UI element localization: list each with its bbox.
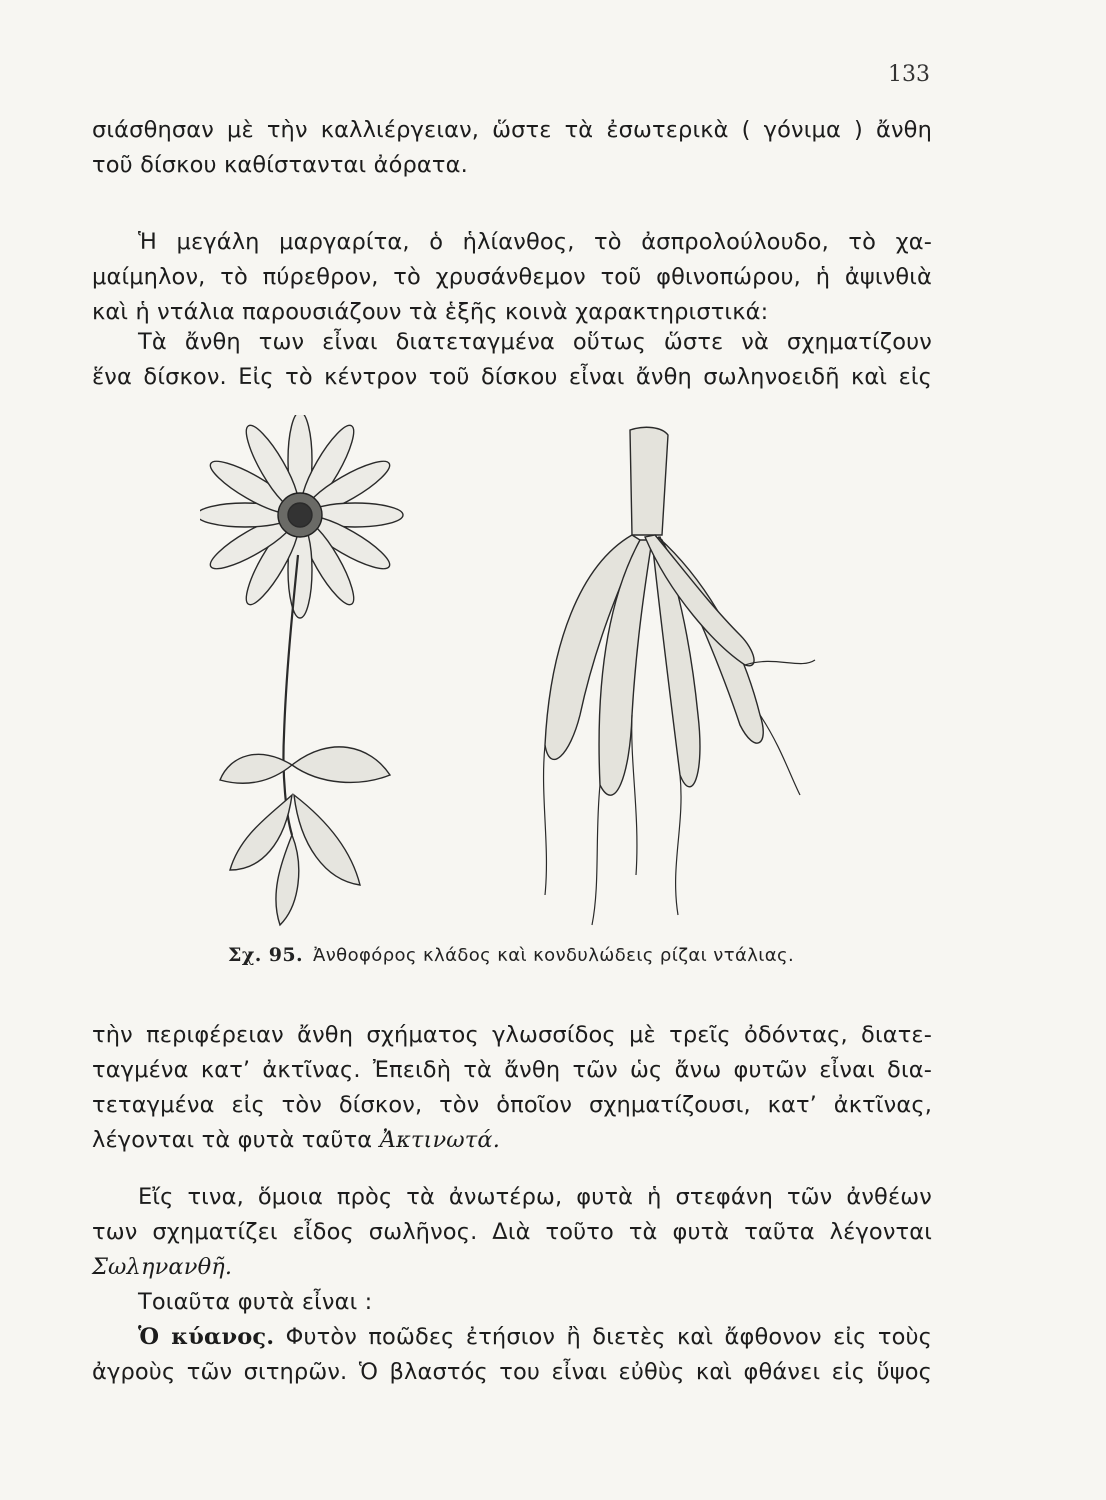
text-line bbox=[92, 1123, 932, 1158]
figure-label: Σχ. 95. bbox=[228, 944, 304, 966]
paragraph-5 bbox=[92, 1180, 932, 1285]
paragraph-1 bbox=[92, 113, 932, 183]
text-line: Εἴς τινα, ὅμοια πρὸς τὰ ἀνωτέρω, φυτὰ ἡ στεφάνη τῶν ἀνθέων bbox=[138, 1184, 932, 1210]
text-line: μαίμηλον, τὸ πύρεθρον, τὸ χρυσάνθεμον τοῦ φθινοπώρου, ἡ ἀψινθιὰ bbox=[92, 264, 932, 290]
paragraph-7 bbox=[92, 1320, 932, 1390]
text-line: των σχηματίζει εἶδος σωλῆνος. Διὰ τοῦτο τὰ φυτὰ ταῦτα λέγονται bbox=[92, 1219, 932, 1245]
leaf bbox=[294, 795, 360, 885]
text-line bbox=[92, 1320, 932, 1355]
root-neck bbox=[630, 427, 668, 535]
paragraph-6 bbox=[92, 1285, 932, 1320]
leaf bbox=[292, 747, 390, 783]
text-line: Τὰ ἄνθη των εἶναι διατεταγμένα οὕτως ὥστε νὰ σχηματίζουν bbox=[138, 329, 932, 355]
page-number: 133 bbox=[888, 62, 930, 87]
flowering-branch bbox=[200, 415, 403, 925]
term-solinanthi: Σωληνανθῆ. bbox=[92, 1254, 233, 1280]
paragraph-2 bbox=[92, 225, 932, 330]
text-line: ἕνα δίσκον. Εἰς τὸ κέντρον τοῦ δίσκου εἶναι ἄνθη σωληνοειδῆ καὶ εἰς bbox=[92, 364, 932, 390]
text-line: τοῦ δίσκου καθίστανται ἀόρατα. bbox=[92, 152, 468, 178]
paragraph-3 bbox=[92, 325, 932, 395]
leaf bbox=[220, 754, 292, 783]
text-line: Τοιαῦτα φυτὰ εἶναι : bbox=[138, 1289, 373, 1315]
tuberous-roots bbox=[544, 427, 815, 925]
text-line: ταγμένα κατ’ ἀκτῖνας. Ἐπειδὴ τὰ ἄνθη τῶν ὡς ἄνω φυτῶν εἶναι δια- bbox=[92, 1057, 932, 1083]
figure-caption bbox=[228, 944, 794, 966]
text-line: σιάσθησαν μὲ τὴν καλλιέργειαν, ὥστε τὰ ἐσωτερικὰ ( γόνιμα ) ἄνθη bbox=[92, 117, 932, 143]
dahlia-illustration bbox=[200, 415, 830, 945]
paragraph-4 bbox=[92, 1018, 932, 1158]
figure-caption-text: Ἀνθοφόρος κλάδος καὶ κονδυλώδεις ρίζαι ντάλιας. bbox=[313, 945, 795, 966]
text-span: Φυτὸν ποῶδες ἐτήσιον ἢ διετὲς καὶ ἄφθονον εἰς τοὺς bbox=[274, 1324, 933, 1350]
flower-head bbox=[200, 415, 403, 618]
term-kyanos: Ὁ κύανος. bbox=[138, 1324, 275, 1350]
text-line: ἀγροὺς τῶν σιτηρῶν. Ὁ βλαστός του εἶναι εὐθὺς καὶ φθάνει εἰς ὕψος bbox=[92, 1359, 932, 1385]
text-line: καὶ ἡ ντάλια παρουσιάζουν τὰ ἑξῆς κοινὰ χαρακτηριστικά: bbox=[92, 299, 769, 325]
leaf bbox=[276, 835, 299, 925]
text-line: τεταγμένα εἰς τὸν δίσκον, τὸν ὁποῖον σχηματίζουσι, κατ’ ἀκτῖνας, bbox=[92, 1092, 932, 1118]
text-span: λέγονται τὰ φυτὰ ταῦτα bbox=[92, 1127, 380, 1153]
text-line: Ἡ μεγάλη μαργαρίτα, ὁ ἡλίανθος, τὸ ἀσπρολούλουδο, τὸ χα- bbox=[138, 229, 932, 255]
text-line: τὴν περιφέρειαν ἄνθη σχήματος γλωσσίδος μὲ τρεῖς ὀδόντας, διατε- bbox=[92, 1022, 932, 1048]
term-aktinota: Ἀκτινωτά. bbox=[379, 1127, 501, 1153]
